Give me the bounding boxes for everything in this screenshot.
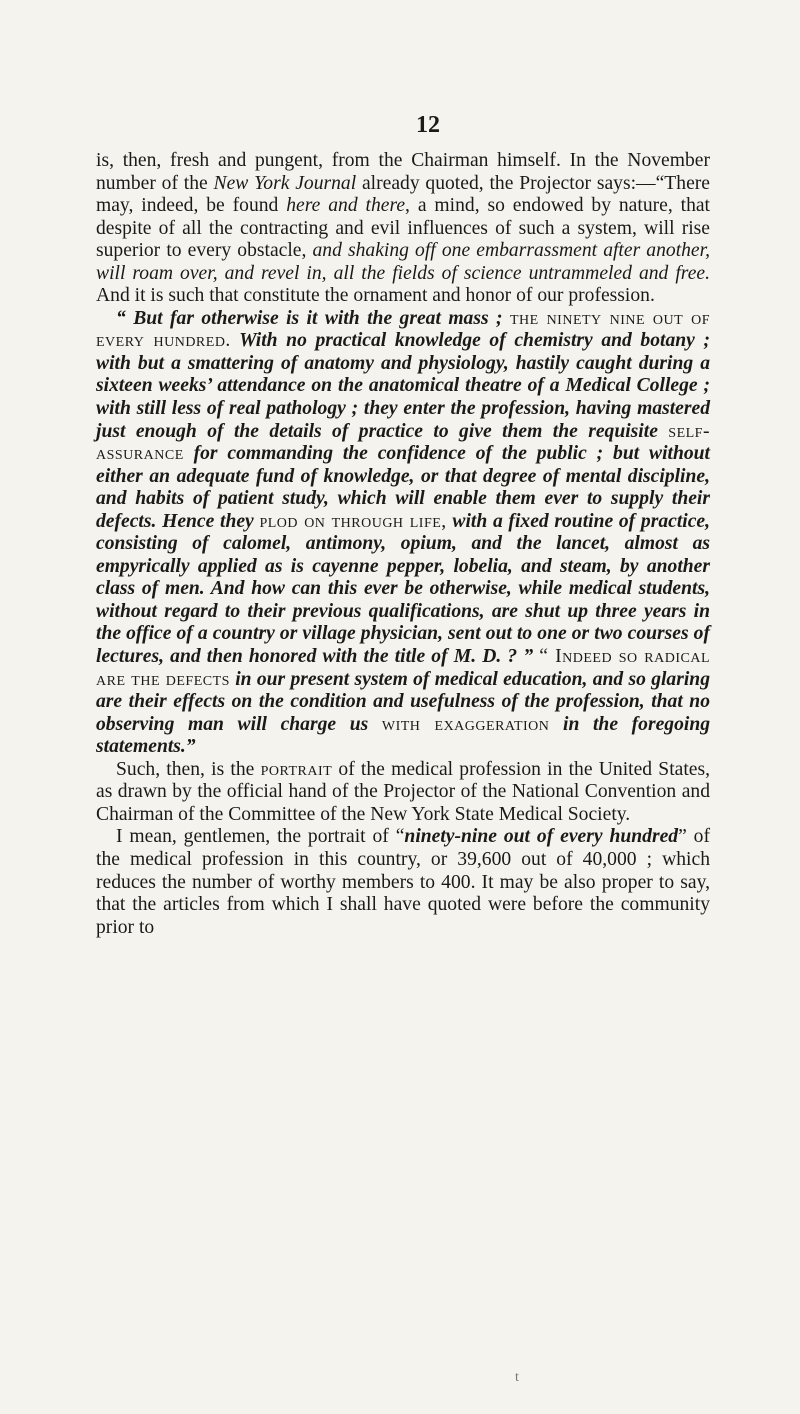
emphasis: with a fixed routine of practice, consisting of calomel, antimony, opium, and the lancet, almost as empyrically applied as is cayenne pepper, lobelia, and steam, by another class of men. And how can this ever be otherwise, while medical students, without regard to their previous qualifications, are shut up three years in the office of a country or village physician, sent out to one or two courses of lectures, and then honored with the title of M. D. ? ”: [96, 510, 710, 668]
paragraph-1: [96, 150, 710, 308]
paragraph-3: [96, 759, 710, 827]
emphasis: for commanding the confidence of the public ; but without either an adequate fund of knowledge, or that degree of mental discipline, and habits of patient study, which will enable them ever to supply their defects. Hence they: [96, 443, 710, 532]
small-caps: plod on through life,: [259, 510, 447, 532]
emphasis: and shaking off one embarrassment after another, will roam over, and revel in, all the fields of science untrammeled and free.: [96, 240, 710, 284]
stray-mark: t: [515, 1370, 519, 1385]
emphasis: With no practical knowledge of chemistry and botany ; with but a smattering of anatomy and physiology, hastily caught during a sixteen weeks’ attendance on the anatomical theatre of a Medical College ; with still less of real pathology ; they enter the profession, having mastered just enough of the details of practice to give them the requisite: [96, 330, 710, 442]
text-run: is, then, fresh and pungent, from the Chairman himself. In the November number of the: [96, 150, 710, 194]
journal-title: New York Journal: [213, 172, 357, 194]
paragraph-4: [96, 826, 710, 939]
paragraph-2-quote: [96, 308, 710, 759]
text-run: Such, then, is the: [116, 758, 261, 780]
emphasis: in the foregoing statements.”: [96, 713, 711, 758]
small-caps: self-assurance: [96, 420, 710, 465]
small-caps: “ Indeed so radical are the defects: [96, 646, 710, 690]
small-caps: portrait: [260, 758, 333, 780]
emphasis: here and there: [286, 195, 406, 217]
small-caps: the ninety nine out of every hundred.: [96, 307, 710, 352]
small-caps: with exaggeration: [381, 713, 550, 735]
page-number: 12: [416, 112, 440, 138]
emphasis: ninety-nine out of every hundred: [404, 826, 679, 848]
text-run: of the medical profession in the United States, as drawn by the official hand of the Projector of the National Convention and Chairman of the Committee of the New York State Medical Society.: [96, 758, 710, 825]
body-text: [96, 150, 710, 939]
emphasis: in our present system of medical education, and so glaring are their effects on the condition and usefulness of the profession, that no observing man will charge us: [96, 668, 710, 735]
text-run: already quoted, the Projector says:—“There may, indeed, be found: [96, 172, 710, 217]
emphasis: “ But far otherwise is it with the great mass ;: [116, 307, 510, 329]
text-run: I mean, gentlemen, the portrait of “: [116, 826, 405, 848]
text-run: ” of the medical profession in this country, or 39,600 out of 40,000 ; which reduces the number of worthy members to 400. It may be also proper to say, that the articles from which I shall have quoted were before the community prior to: [96, 826, 710, 938]
text-run: And it is such that constitute the ornament and honor of our profession.: [96, 285, 655, 307]
text-run: , a mind, so endowed by nature, that despite of all the contracting and evil influences of such a system, will rise superior to every obstacle,: [96, 195, 711, 262]
